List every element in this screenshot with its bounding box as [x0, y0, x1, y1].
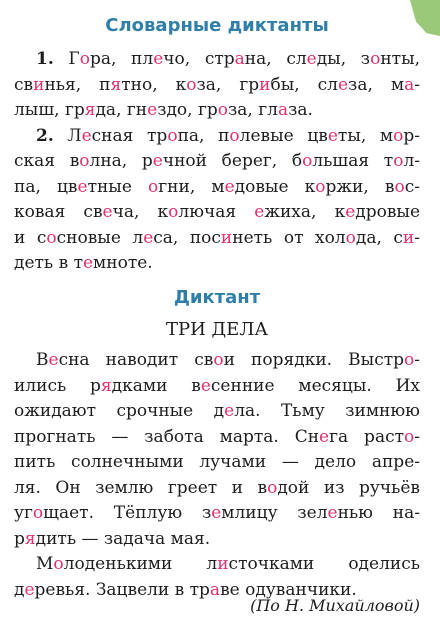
text-segment: мноте. — [93, 253, 153, 273]
text-segment: нью на- — [337, 503, 420, 523]
text-segment: за, м — [348, 74, 405, 95]
highlighted-letter: е — [147, 100, 158, 120]
text-segment: довые к — [234, 176, 316, 197]
text-segment: на, сл — [244, 49, 307, 69]
text-segment: тно, к — [121, 74, 187, 95]
highlighted-letter: е — [345, 202, 356, 222]
text-line — [14, 425, 420, 451]
author-attribution: (По Н. Михайловой) — [250, 596, 420, 615]
text-segment: щает. Тёплую з — [43, 503, 212, 523]
text-segment: да, с — [355, 227, 403, 248]
highlighted-letter: о — [53, 554, 64, 574]
text-line — [14, 149, 420, 175]
highlighted-letter: е — [319, 426, 330, 447]
text-segment: здо, гр — [157, 100, 218, 120]
highlighted-letter: и — [259, 74, 271, 95]
text-segment: жиха, к — [264, 202, 346, 222]
text-line — [14, 226, 420, 252]
text-segment: ская в — [14, 151, 80, 171]
text-segment: чо, стр — [163, 49, 235, 69]
text-line — [14, 73, 420, 99]
text-segment: В — [36, 350, 49, 370]
section-title-dictations: Словарные диктанты — [105, 15, 329, 36]
text-segment: лоденькими л — [63, 554, 218, 574]
highlighted-letter: о — [213, 350, 224, 370]
text-segment: са, пос — [153, 227, 221, 248]
text-segment: нты, — [380, 49, 420, 69]
highlighted-letter: и — [217, 554, 229, 574]
highlighted-letter: е — [81, 125, 92, 146]
text-segment: л- — [403, 151, 420, 171]
highlighted-letter: я — [110, 74, 122, 95]
text-segment: 1. — [36, 49, 54, 69]
highlighted-letter: о — [370, 49, 381, 69]
highlighted-letter: я — [24, 528, 36, 549]
text-segment: дить — задача мая. — [35, 528, 211, 549]
text-segment: ча, к — [112, 202, 169, 222]
highlighted-letter: е — [337, 74, 349, 95]
highlighted-letter: е — [143, 227, 154, 248]
text-segment: - — [414, 350, 420, 370]
highlighted-letter: е — [306, 49, 317, 69]
text-segment: ржи, в — [325, 176, 395, 197]
highlighted-letter: о — [404, 426, 415, 447]
highlighted-letter: о — [404, 350, 415, 370]
text-segment: деть в т — [14, 253, 83, 273]
section2-text — [14, 348, 420, 603]
highlighted-letter: е — [48, 350, 59, 370]
highlighted-letter: е — [200, 375, 211, 396]
highlighted-letter: я — [84, 100, 96, 120]
text-segment: лыш, гр — [14, 100, 85, 120]
text-segment: сенние месяцы. Их — [210, 375, 420, 396]
text-segment: ра, пл — [89, 49, 154, 69]
text-segment: ились р — [14, 375, 101, 396]
text-segment: ревья. Зацвели в тр — [34, 579, 210, 600]
text-segment: га раст — [329, 426, 404, 447]
highlighted-letter: о — [32, 503, 44, 523]
highlighted-letter: а — [277, 100, 289, 120]
text-segment: неть от хол — [232, 227, 346, 248]
text-segment: - — [414, 426, 420, 447]
text-segment: левые цв — [239, 125, 328, 146]
text-segment: д — [14, 579, 25, 600]
highlighted-letter: е — [224, 401, 235, 421]
text-line — [14, 98, 420, 124]
text-segment: 2. — [36, 125, 54, 146]
highlighted-letter: о — [79, 151, 90, 171]
text-line — [14, 251, 420, 277]
text-segment: сточками оделись — [228, 554, 420, 574]
text-segment: М — [36, 554, 54, 574]
text-segment: сновые л — [56, 227, 144, 248]
section-title-dictation: Диктант — [173, 287, 261, 308]
highlighted-letter: е — [153, 49, 164, 69]
text-line — [14, 527, 420, 553]
text-segment: уг — [14, 503, 33, 523]
highlighted-letter: а — [234, 49, 245, 69]
text-line — [14, 552, 420, 578]
text-segment: млицу зел — [221, 503, 328, 523]
text-segment: пить солнечными лучами — дело апре- — [14, 452, 420, 472]
text-line — [14, 124, 420, 150]
text-segment: бы, сл — [270, 74, 338, 95]
text-line — [14, 200, 420, 226]
text-segment: па, цв — [14, 176, 78, 197]
highlighted-letter: о — [186, 74, 197, 95]
dictation-title: ТРИ ДЕЛА — [166, 319, 268, 340]
text-segment: р — [14, 528, 25, 549]
highlighted-letter: о — [394, 176, 405, 197]
text-segment: р- — [403, 125, 420, 146]
highlighted-letter: и — [220, 227, 233, 248]
text-line — [14, 450, 420, 476]
text-segment: лна, р — [89, 151, 153, 171]
text-segment: дками в — [111, 375, 201, 396]
text-segment: льшая т — [312, 151, 394, 171]
text-line — [14, 374, 420, 400]
text-segment: ля. Он землю греет и в — [14, 477, 268, 498]
text-segment: св — [14, 74, 34, 95]
text-segment: прогнать — забота марта. Сн — [14, 426, 320, 447]
section1-text — [14, 47, 420, 277]
text-segment: ковая св — [14, 202, 103, 222]
text-line — [14, 399, 420, 425]
text-segment: нья, п — [44, 74, 111, 95]
highlighted-letter: а — [404, 74, 415, 95]
highlighted-letter: и — [33, 74, 45, 95]
text-segment: - — [414, 74, 420, 95]
text-segment: лючая — [178, 202, 255, 222]
text-line — [14, 476, 420, 502]
highlighted-letter: о — [393, 151, 404, 171]
text-segment: дровые — [355, 202, 420, 222]
highlighted-letter: е — [77, 176, 88, 197]
text-segment: - — [414, 227, 420, 248]
highlighted-letter: о — [46, 227, 57, 248]
highlighted-letter: о — [393, 125, 404, 146]
highlighted-letter: о — [229, 125, 240, 146]
text-segment: ве одуванчики. — [220, 579, 357, 600]
text-segment: с- — [404, 176, 420, 197]
highlighted-letter: и — [402, 227, 415, 248]
highlighted-letter: о — [148, 176, 159, 197]
text-segment: Л — [53, 125, 82, 146]
highlighted-letter: е — [224, 176, 235, 197]
text-segment: ды, з — [316, 49, 371, 69]
text-segment: ожидают срочные д — [14, 401, 225, 421]
text-segment: ты, м — [337, 125, 394, 146]
highlighted-letter: о — [345, 227, 356, 248]
highlighted-letter: е — [152, 151, 163, 171]
text-segment: за. — [288, 100, 313, 120]
text-segment: за, гл — [228, 100, 278, 120]
highlighted-letter: е — [211, 503, 222, 523]
text-segment: гни, м — [158, 176, 225, 197]
text-segment: па, п — [177, 125, 230, 146]
text-line — [14, 47, 420, 73]
highlighted-letter: о — [217, 100, 229, 120]
highlighted-letter: о — [302, 151, 313, 171]
highlighted-letter: а — [209, 579, 221, 600]
highlighted-letter: е — [82, 253, 94, 273]
highlighted-letter: е — [102, 202, 113, 222]
highlighted-letter: е — [327, 503, 338, 523]
text-segment: ла. Тьму зимнюю — [234, 401, 420, 421]
highlighted-letter: о — [79, 49, 90, 69]
text-segment: и с — [14, 227, 47, 248]
highlighted-letter: е — [24, 579, 35, 600]
text-segment: тные — [87, 176, 149, 197]
text-line — [14, 501, 420, 527]
highlighted-letter: я — [100, 375, 112, 396]
text-segment: чной берег, б — [162, 151, 303, 171]
highlighted-letter: е — [327, 125, 338, 146]
highlighted-letter: е — [254, 202, 265, 222]
highlighted-letter: о — [168, 202, 179, 222]
text-line — [14, 175, 420, 201]
text-segment: за, гр — [196, 74, 260, 95]
highlighted-letter: о — [267, 477, 278, 498]
highlighted-letter: о — [315, 176, 326, 197]
text-segment: и порядки. Выстр — [223, 350, 404, 370]
text-segment: сна наводит св — [58, 350, 214, 370]
text-segment: дой из ручьёв — [277, 477, 420, 498]
highlighted-letter: о — [167, 125, 178, 146]
text-line — [14, 348, 420, 374]
text-segment: сная тр — [91, 125, 168, 146]
text-segment: да, гн — [95, 100, 148, 120]
text-segment: Г — [53, 49, 80, 69]
